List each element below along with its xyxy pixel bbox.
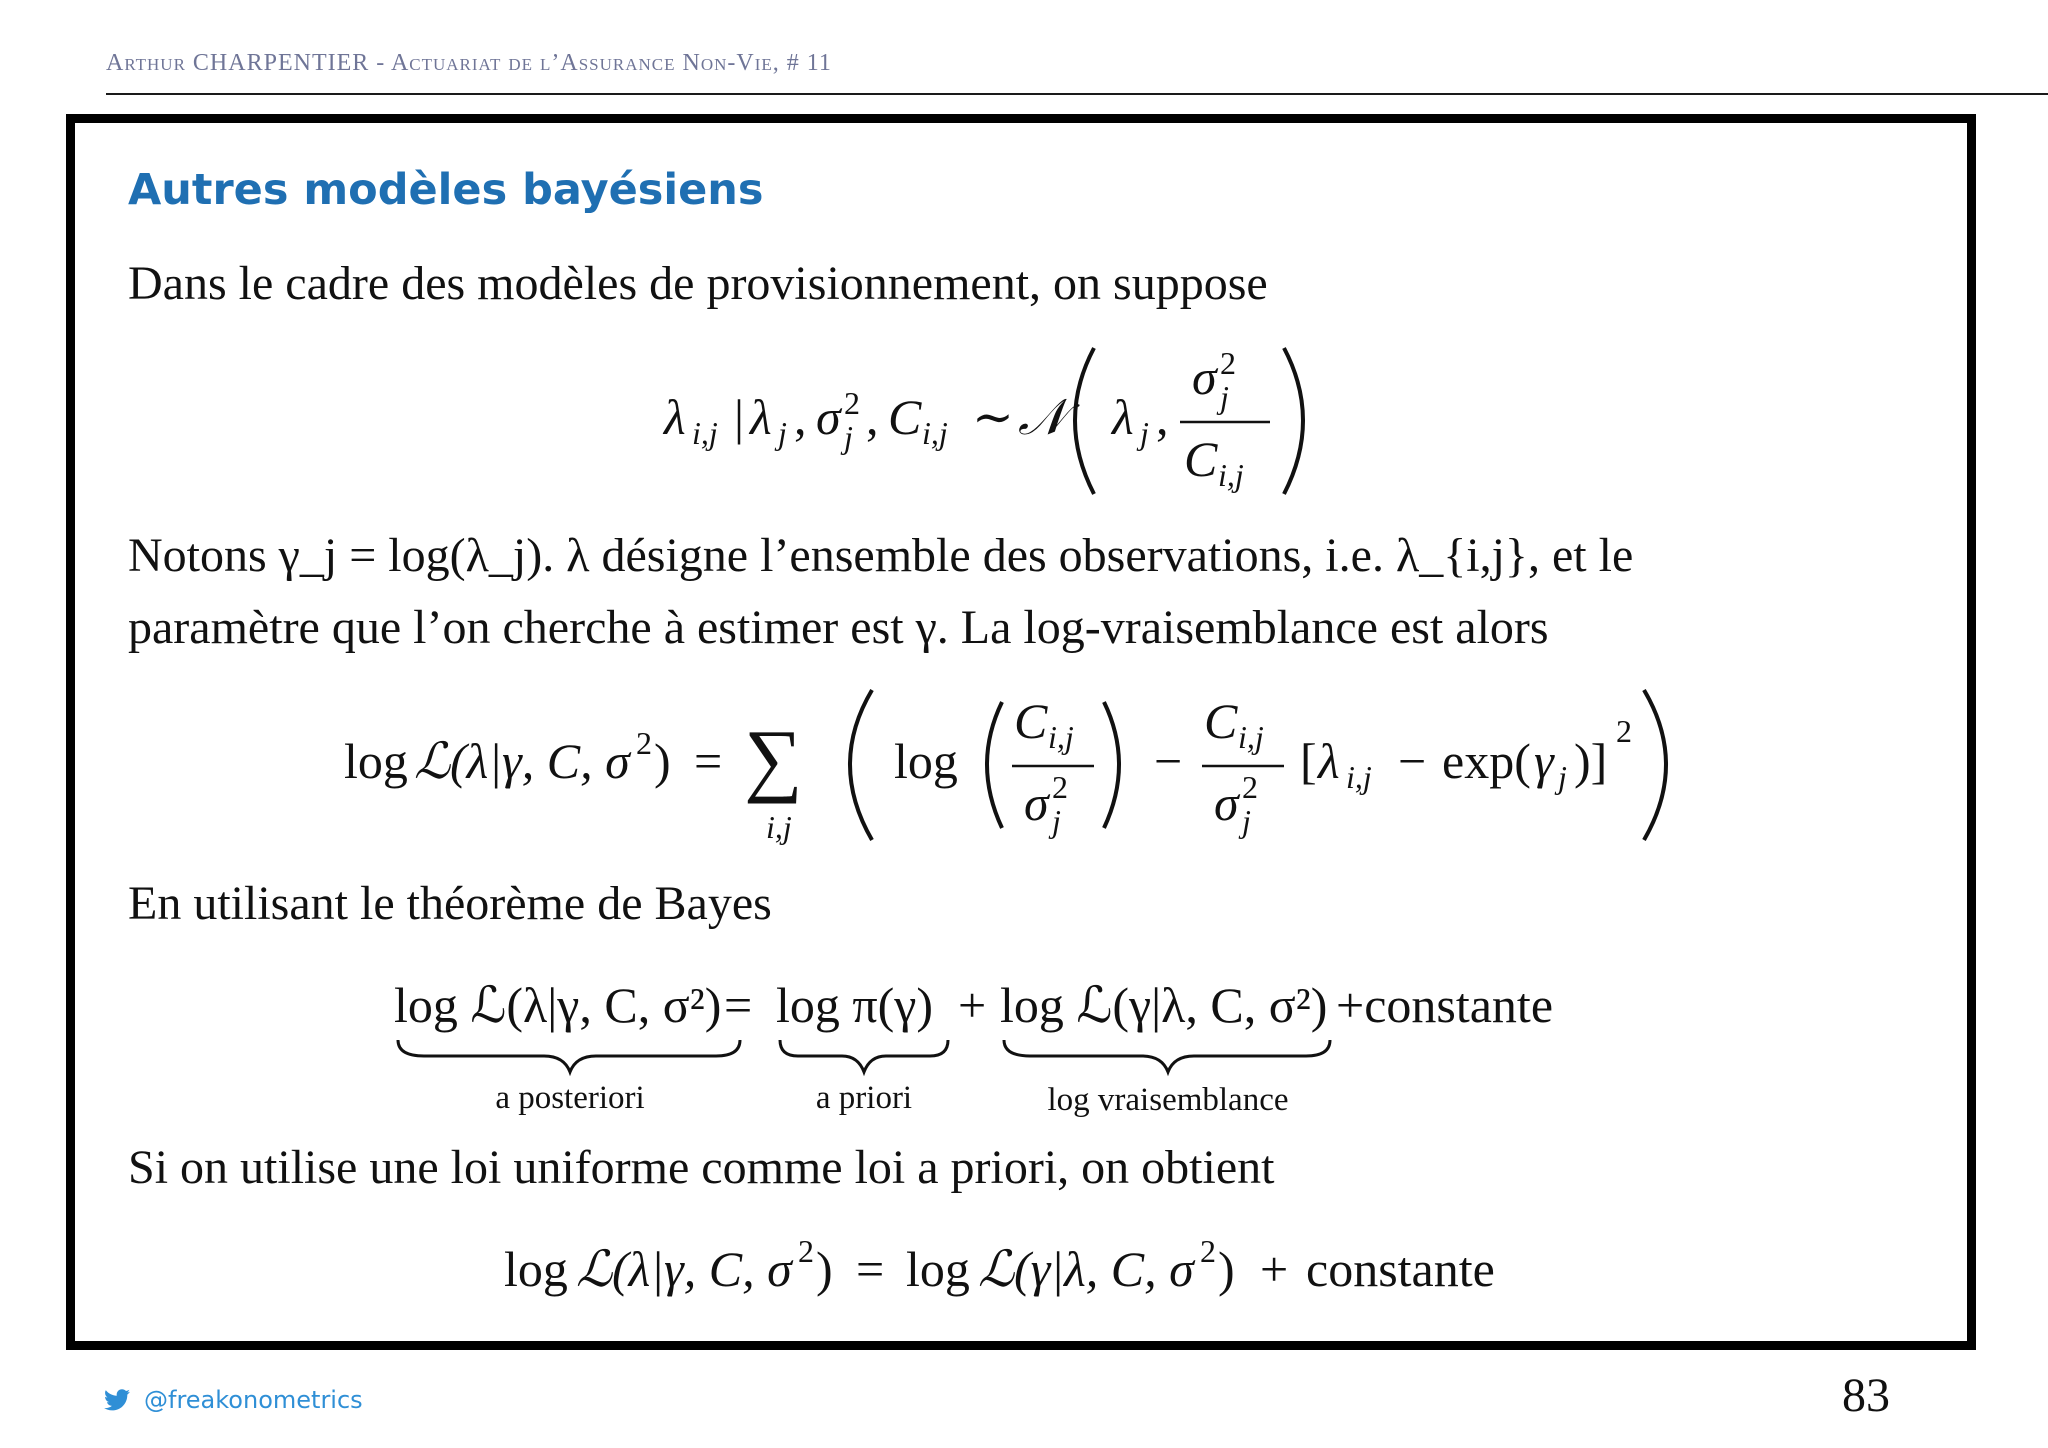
svg-text:=: = bbox=[856, 1241, 885, 1297]
svg-text:log: log bbox=[906, 1241, 970, 1297]
equation-log-likelihood-render bbox=[334, 680, 1714, 850]
page-number: 83 bbox=[1842, 1369, 1890, 1422]
svg-text:j: j bbox=[1558, 759, 1567, 795]
svg-text:2: 2 bbox=[636, 725, 652, 761]
svg-text:2: 2 bbox=[1242, 769, 1258, 805]
paragraph-intro: Dans le cadre des modèles de provisionnement, on suppose bbox=[128, 257, 1268, 310]
paragraph-notation-line1: Notons γ_j = log(λ_j). λ désigne l’ensemble des observations, i.e. λ_{i,j}, et le bbox=[128, 529, 1634, 582]
slide-title: Autres modèles bayésiens bbox=[128, 165, 764, 215]
svg-text:+: + bbox=[1260, 1241, 1289, 1297]
svg-text:log: log bbox=[344, 733, 408, 789]
svg-text:exp(: exp( bbox=[1442, 733, 1531, 789]
eq3-constant: +constante bbox=[1336, 977, 1554, 1033]
svg-text:∑: ∑ bbox=[744, 713, 803, 804]
brace-posterior bbox=[398, 1040, 740, 1072]
svg-text:|: | bbox=[734, 389, 745, 445]
svg-text:j: j bbox=[778, 415, 787, 451]
svg-text:j: j bbox=[1242, 803, 1251, 839]
svg-text:i,j: i,j bbox=[766, 809, 792, 845]
svg-text:λ: λ bbox=[750, 389, 772, 445]
svg-text:𝒩: 𝒩 bbox=[1018, 389, 1066, 445]
svg-text:,: , bbox=[1156, 389, 1169, 445]
header-author: Arthur CHARPENTIER bbox=[106, 50, 370, 76]
svg-text:σ: σ bbox=[816, 389, 841, 445]
svg-text:2: 2 bbox=[844, 385, 860, 421]
svg-text:ℒ(λ|γ, C, σ: ℒ(λ|γ, C, σ bbox=[414, 733, 630, 789]
equation-normal-model bbox=[0, 336, 2048, 518]
svg-text:C: C bbox=[888, 389, 922, 445]
svg-text:j: j bbox=[844, 419, 853, 455]
svg-text:ℒ(γ|λ, C, σ: ℒ(γ|λ, C, σ bbox=[978, 1241, 1194, 1297]
svg-text:C: C bbox=[1204, 693, 1238, 749]
equation-bayes-decomposition bbox=[0, 960, 2048, 1132]
eq3-prior: log π(γ) bbox=[776, 977, 934, 1033]
twitter-handle[interactable] bbox=[104, 1386, 363, 1414]
svg-text:): ) bbox=[1218, 1241, 1235, 1297]
svg-text:j: j bbox=[1140, 415, 1149, 451]
svg-text:)]: )] bbox=[1574, 733, 1608, 789]
svg-text:2: 2 bbox=[1200, 1233, 1216, 1269]
svg-text:constante: constante bbox=[1306, 1241, 1495, 1297]
eq3-lhs: log ℒ(λ|γ, C, σ²) bbox=[394, 977, 722, 1033]
svg-text:[: [ bbox=[1300, 733, 1317, 789]
svg-text:C: C bbox=[1184, 431, 1218, 487]
svg-text:i,j: i,j bbox=[692, 415, 718, 451]
equation-bayes-render bbox=[384, 960, 1664, 1120]
header-rule bbox=[106, 93, 2048, 95]
svg-text:∼: ∼ bbox=[972, 389, 1014, 445]
label-likelihood: log vraisemblance bbox=[1047, 1082, 1289, 1118]
label-prior: a priori bbox=[815, 1080, 913, 1116]
svg-text:λ: λ bbox=[1318, 733, 1340, 789]
equation-normal-model-render bbox=[654, 336, 1394, 506]
svg-text:j: j bbox=[1052, 803, 1061, 839]
svg-text:2: 2 bbox=[1220, 345, 1236, 381]
svg-text:2: 2 bbox=[1052, 769, 1068, 805]
paragraph-uniform-prior: Si on utilise une loi uniforme comme loi a priori, on obtient bbox=[128, 1141, 1275, 1194]
svg-text:2: 2 bbox=[798, 1233, 814, 1269]
svg-text:σ: σ bbox=[1192, 349, 1217, 405]
svg-text:i,j: i,j bbox=[1238, 719, 1264, 755]
twitter-bird-icon bbox=[104, 1389, 130, 1411]
paragraph-notation-line2: paramètre que l’on cherche à estimer est γ. La log-vraisemblance est alors bbox=[128, 601, 1549, 654]
svg-text:+: + bbox=[958, 977, 987, 1033]
label-posterior: a posteriori bbox=[495, 1080, 645, 1116]
svg-text:i,j: i,j bbox=[1048, 719, 1074, 755]
equation-uniform-result bbox=[0, 1230, 2048, 1322]
svg-text:j: j bbox=[1220, 379, 1229, 415]
svg-text:): ) bbox=[816, 1241, 833, 1297]
header-course: Actuariat de l’Assurance Non-Vie, # 11 bbox=[390, 50, 832, 76]
svg-text:log: log bbox=[504, 1241, 568, 1297]
svg-text:,: , bbox=[866, 389, 879, 445]
header-separator: - bbox=[376, 50, 391, 76]
svg-text:i,j: i,j bbox=[922, 415, 948, 451]
svg-text:ℒ(λ|γ, C, σ: ℒ(λ|γ, C, σ bbox=[576, 1241, 792, 1297]
slide-header bbox=[106, 50, 832, 77]
svg-text:σ: σ bbox=[1024, 775, 1049, 831]
equation-uniform-render bbox=[494, 1230, 1554, 1310]
svg-text:−: − bbox=[1398, 733, 1427, 789]
equation-log-likelihood bbox=[0, 680, 2048, 862]
twitter-handle-text: @freakonometrics bbox=[144, 1386, 363, 1414]
svg-text:log: log bbox=[894, 733, 958, 789]
svg-text:): ) bbox=[654, 733, 671, 789]
svg-text:C: C bbox=[1014, 693, 1048, 749]
svg-text:i,j: i,j bbox=[1346, 759, 1372, 795]
svg-text:=: = bbox=[724, 977, 753, 1033]
brace-prior bbox=[780, 1040, 948, 1072]
svg-text:−: − bbox=[1154, 733, 1183, 789]
brace-likelihood bbox=[1004, 1040, 1330, 1072]
eq3-likelihood: log ℒ(γ|λ, C, σ²) bbox=[1000, 977, 1328, 1033]
svg-text:σ: σ bbox=[1214, 775, 1239, 831]
paragraph-bayes: En utilisant le théorème de Bayes bbox=[128, 877, 772, 930]
svg-text:,: , bbox=[794, 389, 807, 445]
svg-text:2: 2 bbox=[1616, 713, 1632, 749]
svg-text:i,j: i,j bbox=[1218, 457, 1244, 493]
svg-text:=: = bbox=[694, 733, 723, 789]
svg-text:λ: λ bbox=[664, 389, 686, 445]
svg-text:γ: γ bbox=[1534, 733, 1554, 789]
svg-text:λ: λ bbox=[1112, 389, 1134, 445]
